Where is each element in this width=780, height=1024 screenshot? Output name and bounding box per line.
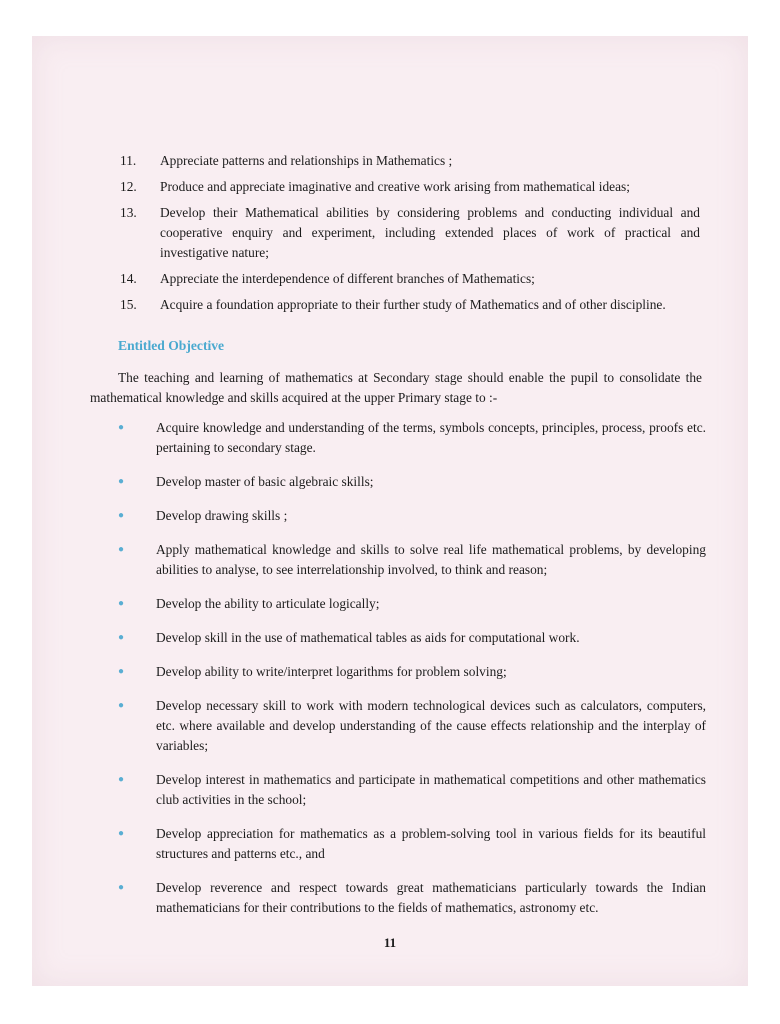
bullet-text: Apply mathematical knowledge and skills to solve real life mathematical problems, by developing abilities to analyse, to see interrelationship involved, to think and reason; bbox=[156, 542, 706, 577]
bullet-list-item bbox=[112, 628, 706, 648]
item-text: Appreciate patterns and relationships in Mathematics ; bbox=[160, 153, 453, 168]
bullet-list-item bbox=[112, 696, 706, 756]
item-number: 15. bbox=[120, 297, 137, 312]
bullet-icon: ● bbox=[118, 632, 125, 643]
bullet-icon: ● bbox=[118, 666, 125, 677]
bullet-icon: ● bbox=[118, 882, 125, 893]
bullet-text: Develop necessary skill to work with modern technological devices such as calculators, computers, etc. where available and develop understanding of the cause effects relationship and the interplay of variables; bbox=[156, 698, 706, 753]
numbered-list-item bbox=[120, 269, 700, 289]
bullet-list-item bbox=[112, 506, 706, 526]
item-text: Appreciate the interdependence of different branches of Mathematics; bbox=[160, 271, 535, 286]
bullet-text: Develop drawing skills ; bbox=[156, 508, 288, 523]
numbered-list-item bbox=[120, 295, 700, 315]
bullet-icon: ● bbox=[118, 598, 125, 609]
page-content bbox=[32, 36, 748, 986]
bullet-text: Develop skill in the use of mathematical tables as aids for computational work. bbox=[156, 630, 580, 645]
numbered-list-item bbox=[120, 151, 700, 171]
intro-paragraph: The teaching and learning of mathematics at Secondary stage should enable the pupil to consolidate the mathematical knowledge and skills acquired at the upper Primary stage to :- bbox=[90, 370, 702, 405]
item-text: Develop their Mathematical abilities by considering problems and conducting individual and cooperative enquiry and experiment, including extended places of work of practical and investigative nature; bbox=[160, 205, 700, 260]
bullet-list-item bbox=[112, 472, 706, 492]
document-page bbox=[32, 36, 748, 986]
bullet-list-item bbox=[112, 770, 706, 810]
bullet-text: Develop appreciation for mathematics as a problem-solving tool in various fields for its beautiful structures and patterns etc., and bbox=[156, 826, 706, 861]
bullet-text: Develop reverence and respect towards great mathematicians particularly towards the Indian mathematicians for their contributions to the fields of mathematics, astronomy etc. bbox=[156, 880, 706, 915]
bullet-icon: ● bbox=[118, 700, 125, 711]
bullet-list-item bbox=[112, 418, 706, 458]
bullet-list-item bbox=[112, 662, 706, 682]
section-heading: Entitled Objective bbox=[118, 338, 225, 353]
item-text: Produce and appreciate imaginative and creative work arising from mathematical ideas; bbox=[160, 179, 630, 194]
bullet-icon: ● bbox=[118, 828, 125, 839]
bullet-text: Develop the ability to articulate logically; bbox=[156, 596, 380, 611]
bullet-list-item bbox=[112, 540, 706, 580]
item-text: Acquire a foundation appropriate to their further study of Mathematics and of other discipline. bbox=[160, 297, 666, 312]
bullet-list-item bbox=[112, 824, 706, 864]
item-number: 11. bbox=[120, 153, 137, 168]
item-number: 14. bbox=[120, 271, 137, 286]
bullet-icon: ● bbox=[118, 774, 125, 785]
bullet-text: Develop ability to write/interpret logarithms for problem solving; bbox=[156, 664, 507, 679]
numbered-list-item bbox=[120, 203, 700, 263]
bullet-icon: ● bbox=[118, 544, 125, 555]
bullet-text: Acquire knowledge and understanding of the terms, symbols concepts, principles, process, proofs etc. pertaining to secondary stage. bbox=[156, 420, 706, 455]
numbered-list-item bbox=[120, 177, 700, 197]
numbered-list bbox=[120, 151, 700, 321]
bullet-text: Develop master of basic algebraic skills; bbox=[156, 474, 374, 489]
bullet-icon: ● bbox=[118, 422, 125, 433]
item-number: 12. bbox=[120, 179, 137, 194]
bullet-text: Develop interest in mathematics and participate in mathematical competitions and other mathematics club activities in the school; bbox=[156, 772, 706, 807]
item-number: 13. bbox=[120, 205, 137, 220]
bullet-list bbox=[112, 418, 706, 932]
page-number: 11 bbox=[383, 935, 397, 950]
bullet-icon: ● bbox=[118, 510, 125, 521]
bullet-list-item bbox=[112, 594, 706, 614]
bullet-list-item bbox=[112, 878, 706, 918]
bullet-icon: ● bbox=[118, 476, 125, 487]
